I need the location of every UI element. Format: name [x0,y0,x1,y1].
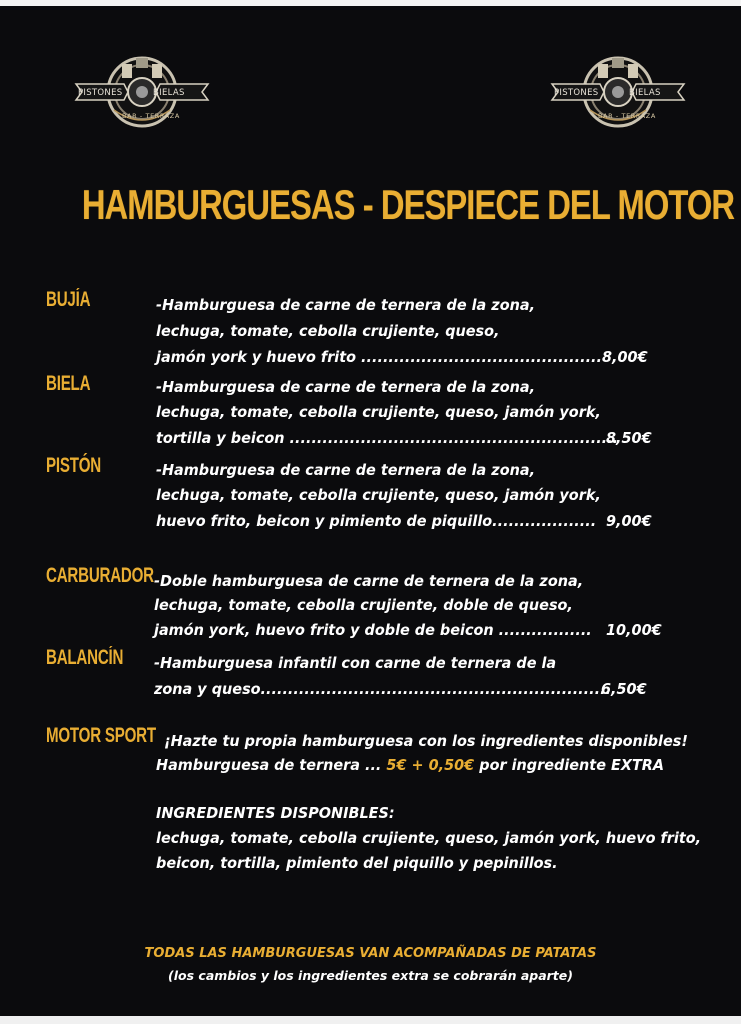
motor-sport-intro: ¡Hazte tu propia hamburguesa con los ingredientes disponibles! [164,732,688,750]
item-name-bujia: BUJÍA [46,288,91,311]
logo-right-text: BIELAS [153,88,185,98]
ingredients-list-line: beicon, tortilla, pimiento del piquillo y pepinillos. [156,854,558,872]
logo-left-text: PISTONES [554,88,599,98]
item-name-carburador: CARBURADOR [46,564,154,587]
item-name-piston: PISTÓN [46,454,102,477]
item-desc-line: lechuga, tomate, cebolla crujiente, queso, jamón york, [156,486,601,504]
item-price: 8,00€ [602,348,648,366]
logo-bottom-text: BAR - TERRAZA [122,112,180,120]
item-desc-line: -Hamburguesa infantil con carne de ternera de la [154,654,557,672]
item-desc-line: -Hamburguesa de carne de ternera de la zona, [156,296,536,314]
item-desc-line: -Doble hamburguesa de carne de ternera de la zona, [154,572,584,590]
footer-subnote: (los cambios y los ingredientes extra se cobrarán aparte) [168,968,573,983]
item-price: 6,50€ [601,680,647,698]
item-desc-line: zona y queso................................................................ [154,680,612,698]
menu-page [0,6,741,1016]
motor-sport-offer-price: 5€ + 0,50€ [386,756,475,774]
item-name-biela: BIELA [46,372,91,395]
bottom-border [0,1016,741,1024]
motor-sport-offer [156,756,664,774]
item-desc-line: jamón york, huevo frito y doble de beicon ................. [154,621,592,639]
item-desc-line: huevo frito, beicon y pimiento de piquillo................... [156,512,597,530]
ingredients-title: INGREDIENTES DISPONIBLES: [156,804,395,822]
logo-right-text: BIELAS [629,88,661,98]
item-desc-line: jamón york y huevo frito ............................................ [156,348,603,366]
motor-sport-offer-label: Hamburguesa de ternera ... [156,756,382,774]
logo-bottom-text: BAR - TERRAZA [598,112,656,120]
footer-note: TODAS LAS HAMBURGUESAS VAN ACOMPAÑADAS DE PATATAS [144,946,597,961]
page-title: HAMBURGUESAS - DESPIECE DEL MOTOR [81,181,735,228]
item-price: 10,00€ [606,621,662,639]
item-name-motor-sport: MOTOR SPORT [46,724,156,747]
item-desc-line: -Hamburguesa de carne de ternera de la zona, [156,461,536,479]
item-desc-line: lechuga, tomate, cebolla crujiente, queso, jamón york, [156,403,601,421]
item-price: 8,50€ [606,429,652,447]
item-name-balancin: BALANCÍN [46,646,124,669]
item-desc-line: lechuga, tomate, cebolla crujiente, doble de queso, [154,596,573,614]
logo-right [548,50,688,134]
logo-left-text: PISTONES [78,88,123,98]
item-desc-line: lechuga, tomate, cebolla crujiente, queso, [156,322,500,340]
item-price: 9,00€ [606,512,652,530]
item-desc-line: tortilla y beicon ............................................................ [156,429,619,447]
motor-sport-offer-extra: por ingrediente EXTRA [479,756,665,774]
logo-left [72,50,212,134]
ingredients-list-line: lechuga, tomate, cebolla crujiente, queso, jamón york, huevo frito, [156,829,702,847]
item-desc-line: -Hamburguesa de carne de ternera de la zona, [156,378,536,396]
